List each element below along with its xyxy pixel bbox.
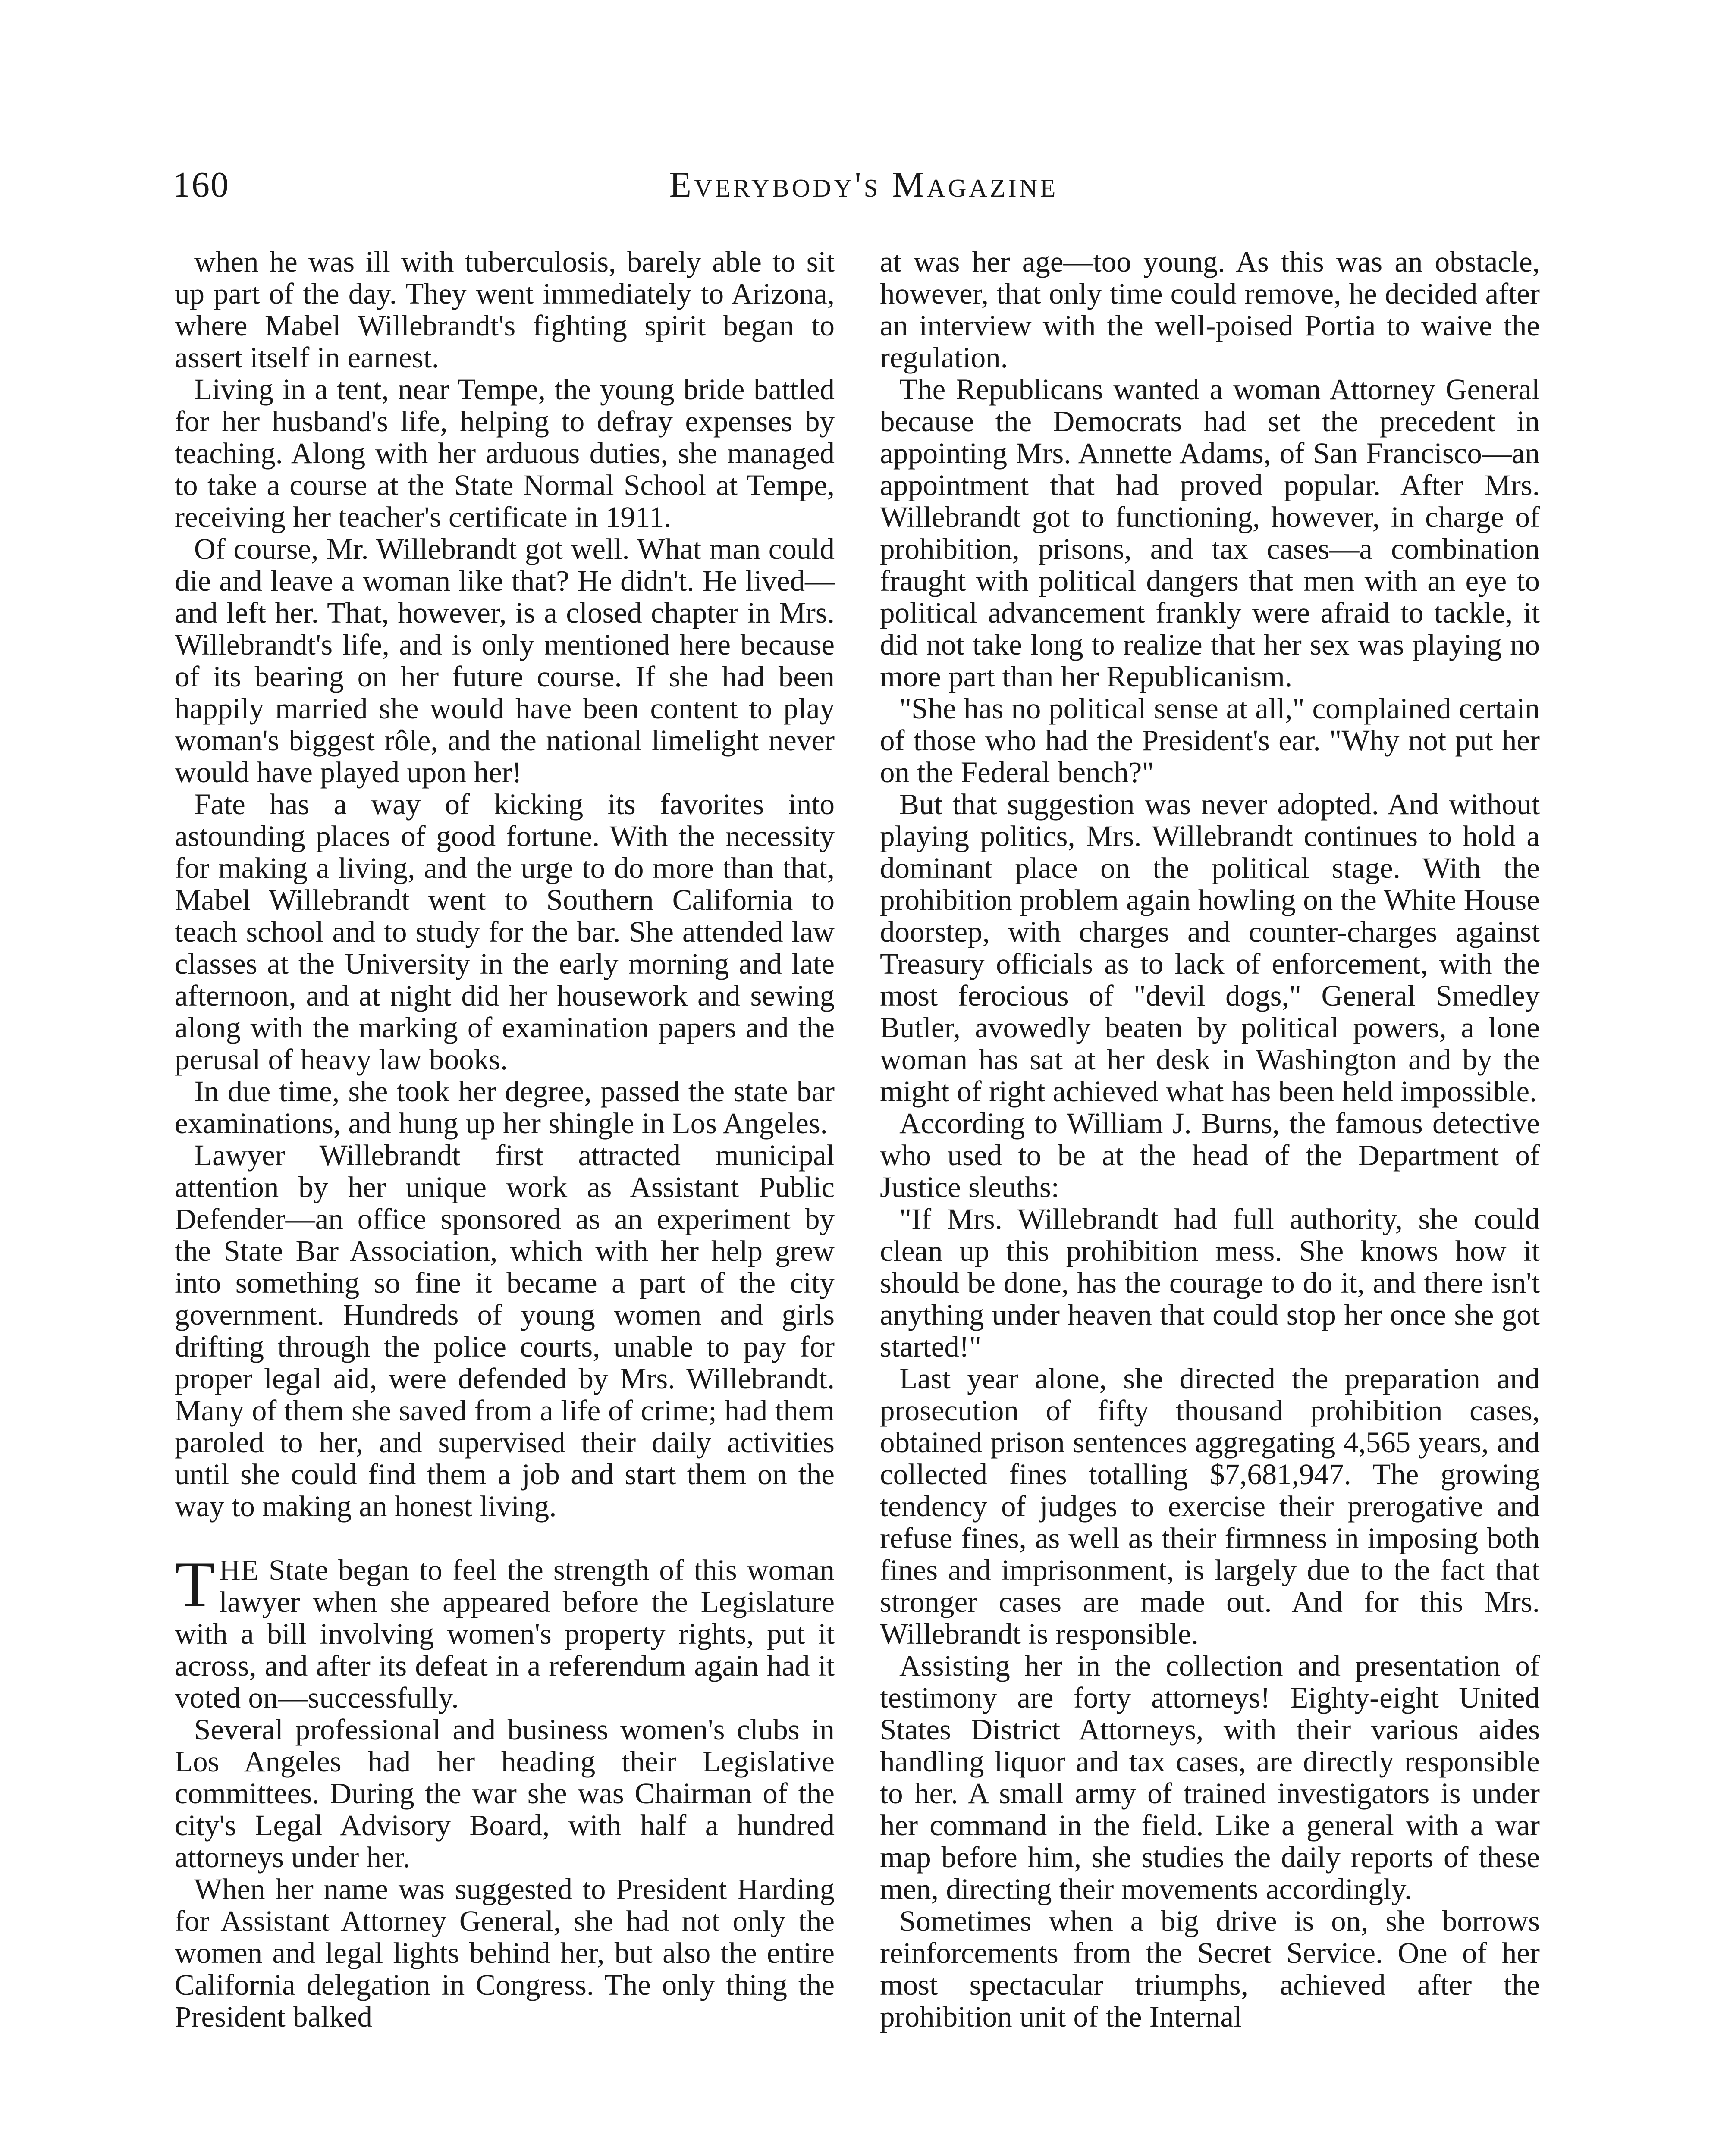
paragraph: Lawyer Willebrandt first attracted municipal attention by her unique work as Assistant Public Defender—an office sponsored as an experiment by the State Bar Association, which with her help grew into something so fine it became a part of the city government. Hundreds of young women and girls drifting through the police courts, unable to pay for proper legal aid, were defended by Mrs. Willebrandt. Many of them she saved from a life of crime; had them paroled to her, and supervised their daily activities until she could find them a job and start them on the way to making an honest living.	[175, 1139, 835, 1523]
paragraph: at was her age—too young. As this was an obstacle, however, that only time could remove, he decided after an interview with the well-poised Portia to waive the regulation.	[880, 246, 1540, 374]
paragraph: According to William J. Burns, the famous detective who used to be at the head of the Department of Justice sleuths:	[880, 1107, 1540, 1203]
left-column	[175, 246, 835, 2156]
paragraph: Several professional and business women's clubs in Los Angeles had her heading their Legislative committees. During the war she was Chairman of the city's Legal Advisory Board, with half a hundred attorneys under her.	[175, 1713, 835, 1874]
running-head: Everybody's Magazine	[669, 165, 1058, 205]
paragraph: Sometimes when a big drive is on, she borrows reinforcements from the Secret Service. One of her most spectacular triumphs, achieved after the prohibition unit of the Internal	[880, 1905, 1540, 2033]
paragraph: "If Mrs. Willebrandt had full authority, she could clean up this prohibition mess. She knows how it should be done, has the courage to do it, and there isn't anything under heaven that could stop her once she got started!"	[880, 1203, 1540, 1363]
paragraph: Assisting her in the collection and presentation of testimony are forty attorneys! Eighty-eight United States District Attorneys, with their various aides handling liquor and tax cases, are directly responsible to her. A small army of trained investigators is under her command in the field. Like a general with a war map before him, she studies the daily reports of these men, directing their movements accordingly.	[880, 1649, 1540, 1905]
paragraph: Living in a tent, near Tempe, the young bride battled for her husband's life, helping to defray expenses by teaching. Along with her arduous duties, she managed to take a course at the State Normal School at Tempe, receiving her teacher's certificate in 1911.	[175, 373, 835, 533]
paragraph: Of course, Mr. Willebrandt got well. What man could die and leave a woman like that? He didn't. He lived—and left her. That, however, is a closed chapter in Mrs. Willebrandt's life, and is only mentioned here because of its bearing on her future course. If she had been happily married she would have been content to play woman's biggest rôle, and the national limelight never would have played upon her!	[175, 533, 835, 789]
paragraph-text: HE State began to feel the strength of this woman lawyer when she appeared before the Legislature with a bill involving women's property rights, put it across, and after its defeat in a referendum again had it voted on—successfully.	[175, 1554, 835, 1714]
paragraph: Fate has a way of kicking its favorites into astounding places of good fortune. With the necessity for making a living, and the urge to do more than that, Mabel Willebrandt went to Southern California to teach school and to study for the bar. She attended law classes at the University in the early morning and late afternoon, and at night did her housework and sewing along with the marking of examination papers and the perusal of heavy law books.	[175, 788, 835, 1076]
paragraph: The Republicans wanted a woman Attorney General because the Democrats had set the precedent in appointing Mrs. Annette Adams, of San Francisco—an appointment that had proved popular. After Mrs. Willebrandt got to functioning, however, in charge of prohibition, prisons, and tax cases—a combination fraught with political dangers that men with an eye to political advancement frankly were afraid to tackle, it did not take long to realize that her sex was playing no more part than her Republicanism.	[880, 373, 1540, 693]
paragraph: When her name was suggested to President Harding for Assistant Attorney General, she had not only the women and legal lights behind her, but also the entire California delegation in Congress. The only thing the President balked	[175, 1873, 835, 2033]
right-column	[880, 246, 1540, 2156]
drop-cap: T	[175, 1548, 215, 1620]
paragraph: But that suggestion was never adopted. And without playing politics, Mrs. Willebrandt continues to hold a dominant place on the political stage. With the prohibition problem again howling on the White House doorstep, with charges and counter-charges against Treasury officials as to lack of enforcement, with the most ferocious of "devil dogs," General Smedley Butler, avowedly beaten by political powers, a lone woman has sat at her desk in Washington and by the might of right achieved what has been held impossible.	[880, 788, 1540, 1108]
page-number: 160	[173, 165, 229, 205]
paragraph: when he was ill with tuberculosis, barely able to sit up part of the day. They went immediately to Arizona, where Mabel Willebrandt's fighting spirit began to assert itself in earnest.	[175, 246, 835, 374]
section-opening-paragraph	[175, 1548, 835, 1714]
paragraph: Last year alone, she directed the preparation and prosecution of fifty thousand prohibition cases, obtained prison sentences aggregating 4,565 years, and collected fines totalling $7,681,947. The growing tendency of judges to exercise their prerogative and refuse fines, as well as their firmness in imposing both fines and imprisonment, is largely due to the fact that stronger cases are made out. And for this Mrs. Willebrandt is responsible.	[880, 1362, 1540, 1650]
paragraph: In due time, she took her degree, passed the state bar examinations, and hung up her shingle in Los Angeles.	[175, 1075, 835, 1140]
page-header	[173, 164, 1555, 220]
paragraph: "She has no political sense at all," complained certain of those who had the President's ear. "Why not put her on the Federal bench?"	[880, 692, 1540, 789]
